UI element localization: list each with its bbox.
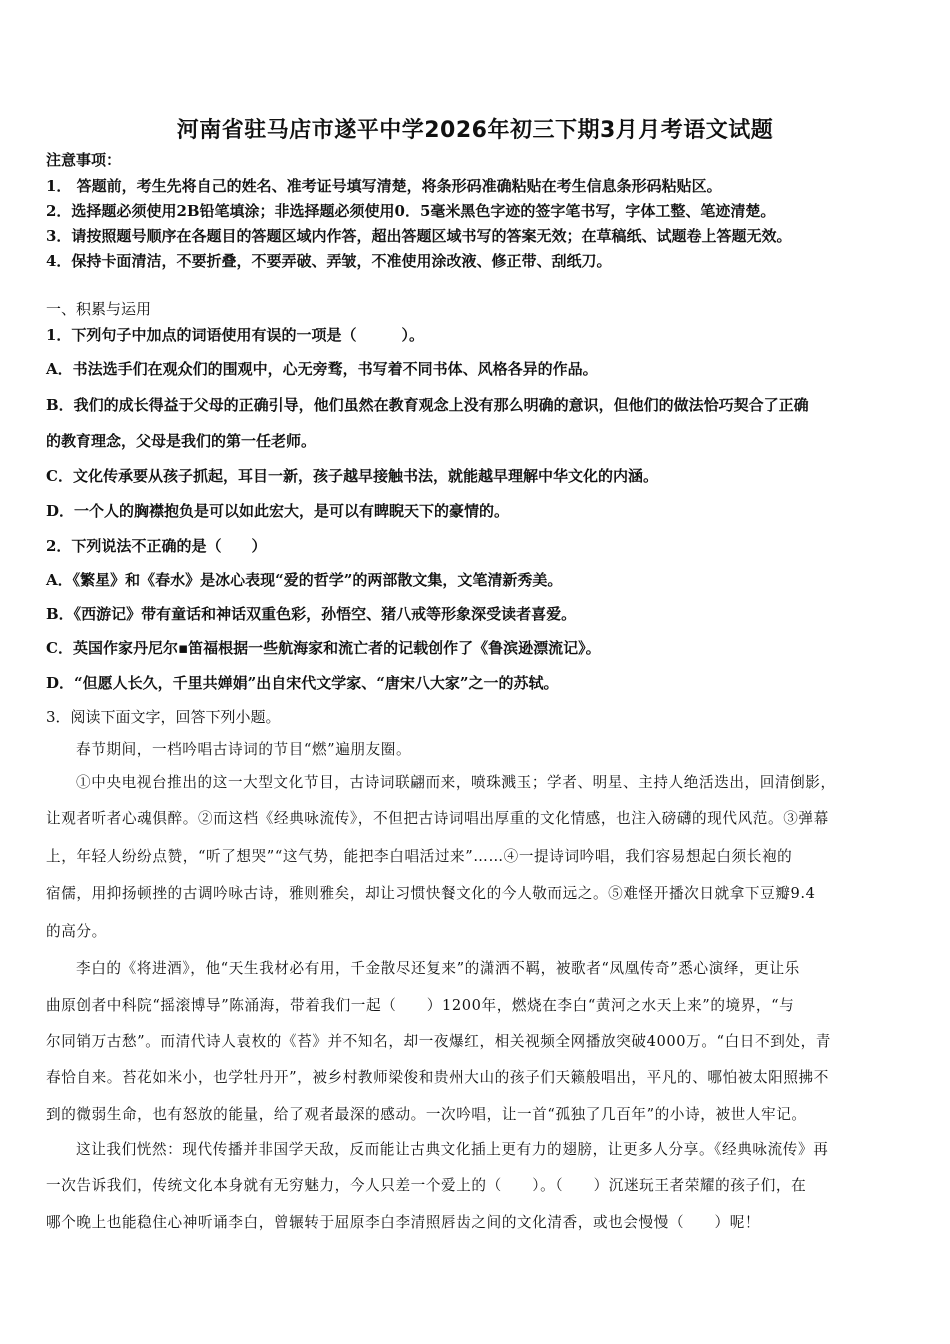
passage-line: 曲原创者中科院“摇滚博导”陈涌海，带着我们一起（ ）1200年，燃烧在李白“黄河之水天上来”的境界，“与 bbox=[46, 997, 795, 1014]
section-heading: 一、积累与运用 bbox=[46, 300, 152, 318]
question-1-option-b: B．我们的成长得益于父母的正确引导，他们虽然在教育观念上没有那么明确的意识，但他们的做法恰巧契合了正确 bbox=[46, 396, 809, 414]
question-1-option-a: A．书法选手们在观众们的围观中，心无旁骛，书写着不同书体、风格各异的作品。 bbox=[46, 360, 598, 378]
passage-line: 让观者听者心魂俱醉。②而这档《经典咏流传》，不但把古诗词唱出厚重的文化情感，也注入磅礴的现代风范。③弹幕 bbox=[46, 810, 829, 827]
question-2-stem: 2．下列说法不正确的是（ ） bbox=[46, 537, 267, 555]
question-3-stem: 3．阅读下面文字，回答下列小题。 bbox=[46, 708, 281, 726]
notice-item: 1． 答题前，考生先将自己的姓名、准考证号填写清楚，将条形码准确粘贴在考生信息条形码粘贴区。 bbox=[46, 177, 722, 195]
question-1-stem: 1．下列句子中加点的词语使用有误的一项是（ ）。 bbox=[46, 326, 424, 344]
passage-line: 这让我们恍然：现代传播并非国学天敌，反而能让古典文化插上更有力的翅膀，让更多人分享。《经典咏流传》再 bbox=[76, 1141, 829, 1158]
notice-item: 3．请按照题号顺序在各题目的答题区域内作答，超出答题区域书写的答案无效；在草稿纸、试题卷上答题无效。 bbox=[46, 227, 792, 245]
passage-line: 尔同销万古愁”。而清代诗人袁枚的《苔》并不知名，却一夜爆红，相关视频全网播放突破4000万。“白日不到处，青 bbox=[46, 1033, 831, 1050]
passage-line: 的高分。 bbox=[46, 923, 107, 940]
passage-line: 上，年轻人纷纷点赞，“听了想哭”“这气势，能把李白唱活过来”……④一提诗词吟唱，我们容易想起白须长袍的 bbox=[46, 848, 793, 865]
question-2-option-c: C．英国作家丹尼尔▪笛福根据一些航海家和流亡者的记载创作了《鲁滨逊漂流记》。 bbox=[46, 639, 601, 657]
question-1-option-c: C．文化传承要从孩子抓起，耳目一新，孩子越早接触书法，就能越早理解中华文化的内涵。 bbox=[46, 467, 658, 485]
question-1-option-b-cont: 的教育理念，父母是我们的第一任老师。 bbox=[46, 432, 317, 450]
page-title: 河南省驻马店市遂平中学2026年初三下期3月月考语文试题 bbox=[176, 118, 774, 143]
notice-item: 2．选择题必须使用2B铅笔填涂；非选择题必须使用0．5毫米黑色字迹的签字笔书写，字体工整、笔迹清楚。 bbox=[46, 202, 776, 220]
passage-line: 春节期间，一档吟唱古诗词的节目“燃”遍朋友圈。 bbox=[76, 741, 412, 758]
passage-line: 哪个晚上也能稳住心神听诵李白，曾辗转于屈原李白李清照唇齿之间的文化清香，或也会慢慢（ ）呢！ bbox=[46, 1214, 761, 1231]
passage-line: 到的微弱生命，也有怒放的能量，给了观者最深的感动。一次吟唱，让一首“孤独了几百年”的小诗，被世人牢记。 bbox=[46, 1106, 807, 1123]
notice-heading: 注意事项： bbox=[46, 151, 122, 169]
question-2-option-b: B．《西游记》带有童话和神话双重色彩，孙悟空、猪八戒等形象深受读者喜爱。 bbox=[46, 605, 577, 623]
notice-item: 4．保持卡面清洁，不要折叠，不要弄破、弄皱，不准使用涂改液、修正带、刮纸刀。 bbox=[46, 252, 612, 270]
question-1-option-d: D．一个人的胸襟抱负是可以如此宏大，是可以有睥睨天下的豪情的。 bbox=[46, 502, 510, 520]
passage-line: 李白的《将进酒》，他“天生我材必有用，千金散尽还复来”的潇洒不羁，被歌者“凤凰传奇”悉心演绎，更让乐 bbox=[76, 960, 800, 977]
passage-line: 一次告诉我们，传统文化本身就有无穷魅力，今人只差一个爱上的（ ）。（ ）沉迷玩王者荣耀的孩子们，在 bbox=[46, 1177, 807, 1194]
question-2-option-a: A．《繁星》和《春水》是冰心表现“爱的哲学”的两部散文集，文笔清新秀美。 bbox=[46, 571, 563, 589]
passage-line: 宿儒，用抑扬顿挫的古调吟咏古诗，雅则雅矣，却让习惯快餐文化的今人敬而远之。⑤难怪开播次日就拿下豆瓣9.4 bbox=[46, 885, 816, 902]
question-2-option-d: D．“但愿人长久，千里共婵娟”出自宋代文学家、“唐宋八大家”之一的苏轼。 bbox=[46, 674, 559, 692]
passage-line: ①中央电视台推出的这一大型文化节目，古诗词联翩而来，喷珠溅玉；学者、明星、主持人绝活迭出，回清倒影， bbox=[76, 774, 836, 791]
passage-line: 春恰自来。苔花如米小，也学牡丹开”，被乡村教师梁俊和贵州大山的孩子们天籁般唱出，平凡的、哪怕被太阳照拂不 bbox=[46, 1069, 829, 1086]
